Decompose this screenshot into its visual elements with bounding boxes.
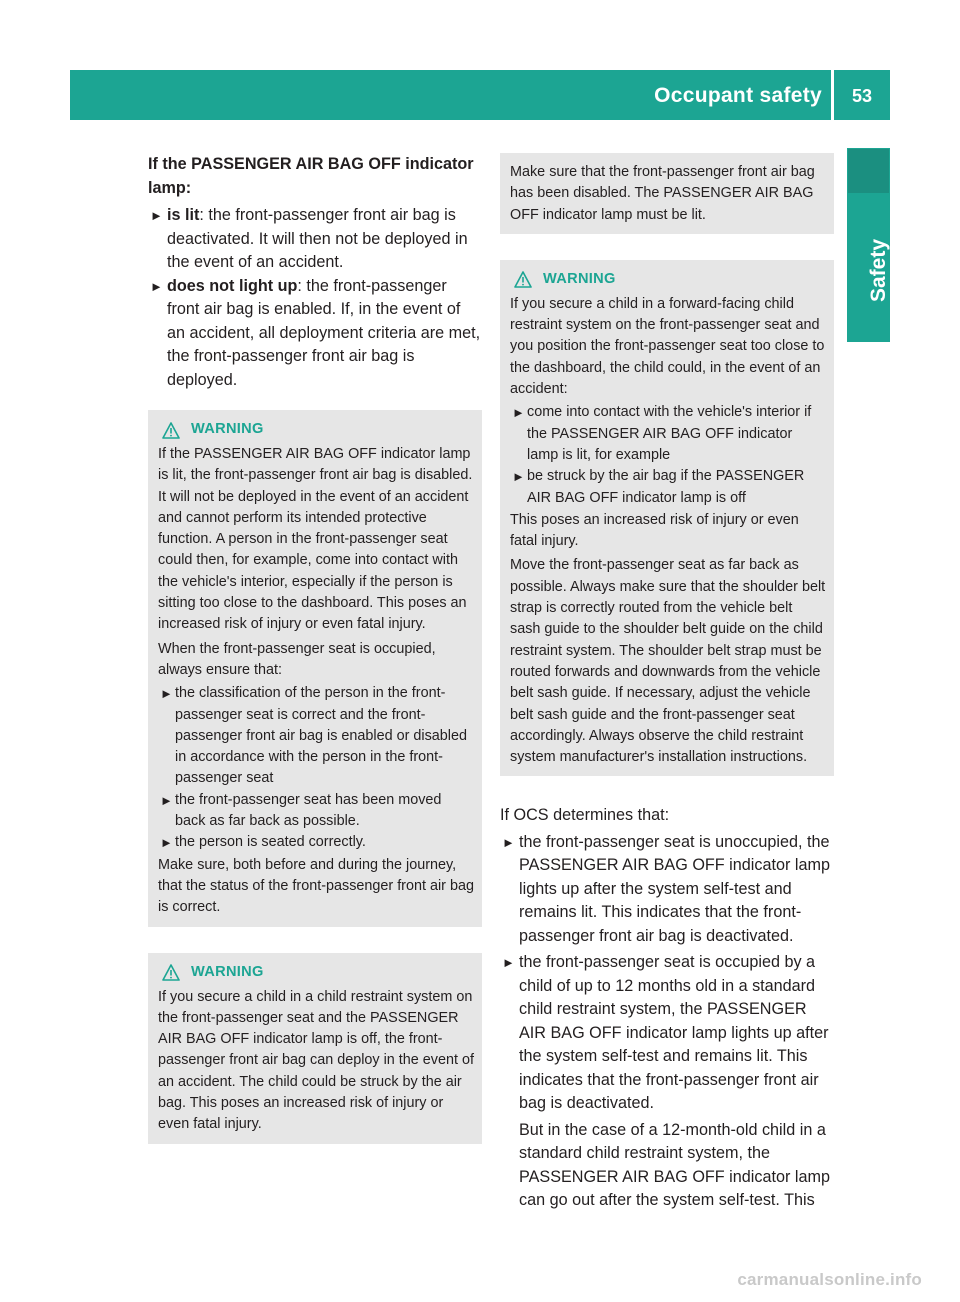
bullet-icon: ► — [160, 686, 173, 702]
warning-triangle-icon — [162, 964, 180, 981]
warning-text: Move the front-passenger seat as far back as possible. Always make sure that the shoulder belt strap is correctly routed from the vehicle belt sash guide to the shoulder belt guide on the child restraint system. The shoulder belt strap must be routed forwards and downwards from the vehicle belt sash guide. If necessary, adjust the vehicle belt sash guide and the front-passenger seat accordingly. Always observe the child restraint system manufacturer's installation instructions. — [510, 557, 826, 766]
warning-header: WARNING — [514, 269, 826, 291]
list-item: ► does not light up: the front-passenger front air bag is enabled. If, in the event of an accident, all deployment criteria are met, the front-passenger front air bag is deployed. — [150, 276, 481, 389]
watermark: carmanualsonline.info — [737, 1270, 922, 1289]
warning-box-child-seat — [148, 953, 482, 1144]
warning-box-forward-facing — [500, 260, 834, 777]
warning-header: WARNING — [162, 419, 474, 441]
page-number: 53 — [851, 86, 873, 106]
warning-text: When the front-passenger seat is occupied, always ensure that: — [158, 640, 436, 678]
bullet-icon: ► — [160, 792, 173, 808]
warning-text: If you secure a child in a child restraint system on the front-passenger seat and the PASSENGER AIR BAG OFF indicator lamp is off, the front-passenger front air bag can deploy in the event of an accident. The child could be struck by the air bag. This poses an increased risk of injury or even fatal injury. — [158, 988, 475, 1133]
bullet-icon: ► — [150, 208, 163, 223]
list-item: ► the classification of the person in the front-passenger seat is correct and the front-passenger front air bag is enabled or disabled in accordance with the person in the front-passenger seat — [160, 685, 468, 787]
ocs-intro: If OCS determines that: — [500, 806, 670, 825]
left-column — [148, 153, 482, 1144]
bullet-icon: ► — [150, 278, 163, 294]
warning-text: If you secure a child in a forward-facing child restraint system on the front-passenger seat and you position the front-passenger seat too close to the dashboard, the child could, in the event of an accident: — [510, 295, 825, 398]
bullet-icon: ► — [502, 955, 515, 971]
bullet-icon: ► — [502, 834, 515, 850]
ocs-list — [500, 831, 834, 1116]
warning-text: If the PASSENGER AIR BAG OFF indicator lamp is lit, the front-passenger front air bag is disabled. It will not be deployed in the event of an accident and cannot perform its intended protective function. A person in the front-passenger seat could then, for example, come into contact with the vehicle's interior, especially if the person is sitting too close to the dashboard. This poses an increased risk of injury or even fatal injury. — [158, 446, 473, 633]
warning-text: This poses an increased risk of injury or even fatal injury. — [510, 511, 799, 550]
side-tab-marker — [848, 149, 889, 193]
warning-triangle-icon — [514, 271, 532, 288]
list-item: ► the front-passenger seat has been moved back as far back as possible. — [160, 791, 442, 830]
ocs-continuation: But in the case of a 12-month-old child in a standard child restraint system, the PASSENGER AIR BAG OFF indicator lamp can go out after the system self-test. This — [519, 1120, 830, 1210]
bullet-icon: ► — [512, 405, 525, 421]
list-item: ► is lit: the front-passenger front air bag is deactivated. It will then not be deployed in the event of an accident. — [150, 206, 468, 271]
list-item: ► the front-passenger seat is occupied by a child of up to 12 months old in a standard child restraint system, the PASSENGER AIR BAG OFF indicator lamp lights up after the system self-test and remains lit. This indicates that the front-passenger front air bag is deactivated. — [502, 953, 829, 1113]
side-tab-label: Safety — [867, 238, 890, 302]
indicator-status-list — [148, 204, 482, 392]
warning-text: Make sure, both before and during the journey, that the status of the front-passenger front air bag is correct. — [158, 856, 474, 916]
warning-checklist — [158, 683, 474, 853]
list-item: ► be struck by the air bag if the PASSENGER AIR BAG OFF indicator lamp is off — [512, 468, 805, 506]
warning-box-airbag-off — [148, 410, 482, 927]
list-item: ► the person is seated correctly. — [158, 832, 474, 853]
right-column — [500, 153, 834, 1213]
warning-triangle-icon — [162, 422, 180, 439]
note-text: Make sure that the front-passenger front air bag has been disabled. The PASSENGER AIR BAG OFF indicator lamp must be lit. — [510, 164, 815, 223]
warning-risk-list — [510, 402, 826, 508]
bullet-icon: ► — [160, 835, 173, 851]
bullet-icon: ► — [512, 469, 525, 485]
list-item: ► come into contact with the vehicle's interior if the PASSENGER AIR BAG OFF indicator lamp is lit, for example — [512, 404, 812, 463]
indicator-heading: If the PASSENGER AIR BAG OFF indicator lamp: — [148, 155, 474, 197]
note-box — [500, 153, 834, 234]
section-title: Occupant safety — [654, 84, 822, 107]
list-item: ► the front-passenger seat is unoccupied, the PASSENGER AIR BAG OFF indicator lamp lights up after the system self-test and remains lit. This indicates that the front-passenger front air bag is deactivated. — [502, 832, 830, 945]
warning-header: WARNING — [162, 962, 474, 984]
